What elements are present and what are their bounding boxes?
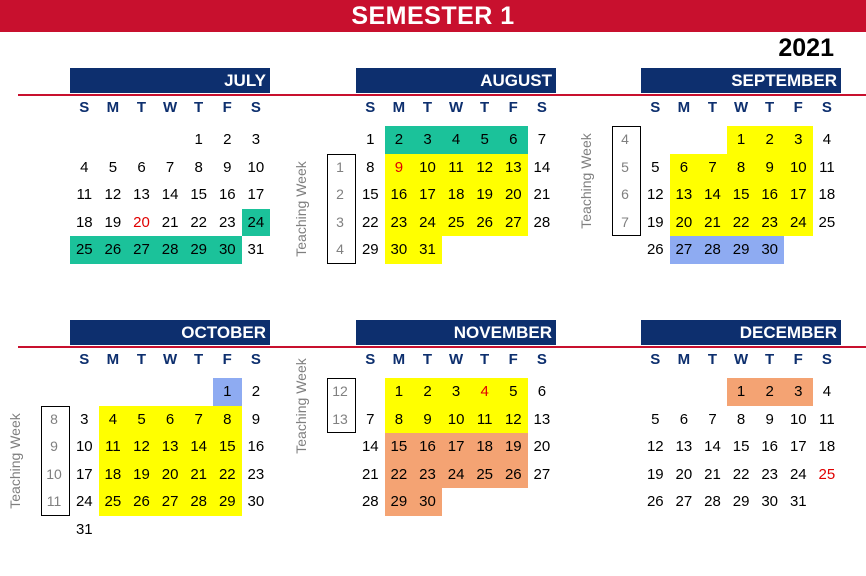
weekday-letter: S [536, 99, 547, 116]
calendar-day[interactable]: 26 [99, 236, 128, 264]
month-july [70, 68, 270, 264]
calendar-day[interactable]: 6 [499, 126, 528, 154]
calendar-day[interactable]: 20 [670, 209, 699, 237]
calendar-day[interactable]: 13 [499, 154, 528, 182]
teaching-week-label: Teaching Week [578, 133, 594, 229]
weekday-letter: T [480, 351, 490, 368]
weekday-letter: T [194, 351, 204, 368]
teaching-week-number: 9 [50, 438, 58, 454]
calendar-day[interactable]: 12 [104, 186, 122, 203]
calendar-day[interactable]: 7 [708, 410, 717, 428]
calendar-day[interactable]: 30 [755, 236, 784, 264]
calendar-day[interactable]: 2 [413, 378, 442, 406]
weekday-letter: S [79, 351, 90, 368]
calendar-day[interactable]: 16 [413, 433, 442, 461]
weekday-letter: M [392, 99, 406, 116]
month-august [293, 68, 556, 264]
teaching-week-number: 2 [336, 186, 344, 202]
calendar-day[interactable]: 9 [413, 406, 442, 434]
calendar-day[interactable]: 18 [75, 213, 93, 231]
calendar-day[interactable]: 11 [99, 433, 128, 461]
calendar-day[interactable]: 5 [127, 406, 156, 434]
calendar-day[interactable]: 4 [80, 158, 89, 176]
calendar-day[interactable]: 3 [784, 378, 813, 406]
calendar-day[interactable]: 26 [470, 209, 499, 237]
calendar-day[interactable]: 23 [755, 209, 784, 237]
calendar-day[interactable]: 1 [366, 131, 375, 148]
calendar-day[interactable]: 9 [385, 154, 414, 182]
calendar-day[interactable]: 3 [251, 131, 261, 148]
calendar-day[interactable]: 24 [75, 493, 93, 510]
month-september [578, 68, 841, 264]
calendar-day[interactable]: 25 [818, 465, 836, 483]
calendar-day[interactable]: 24 [413, 209, 442, 237]
weekday-letter: T [707, 99, 718, 116]
calendar-day[interactable]: 13 [156, 433, 185, 461]
month-header: DECEMBER [641, 320, 841, 345]
calendar-day[interactable]: 3 [80, 410, 89, 428]
calendar-day[interactable]: 3 [442, 378, 471, 406]
calendar-day[interactable]: 19 [646, 465, 664, 483]
calendar-day[interactable]: 4 [99, 406, 128, 434]
weekday-letter: T [707, 351, 718, 368]
calendar-day[interactable]: 6 [137, 158, 146, 176]
weekday-letter: S [821, 351, 832, 368]
calendar-day[interactable]: 8 [194, 158, 203, 176]
weekday-letter: S [250, 351, 261, 368]
calendar-day[interactable]: 24 [442, 461, 471, 489]
weekday-letter: M [392, 351, 406, 368]
calendar-day[interactable]: 15 [385, 433, 414, 461]
calendar-day[interactable]: 24 [784, 209, 813, 237]
teaching-week-label: Teaching Week [293, 160, 309, 257]
weekday-letter: S [365, 351, 376, 368]
calendar-day[interactable]: 28 [361, 493, 379, 510]
calendar-day[interactable]: 21 [161, 213, 179, 231]
teaching-week-number: 7 [621, 213, 629, 230]
calendar-day[interactable]: 4 [470, 378, 499, 406]
calendar-day[interactable]: 15 [190, 186, 208, 203]
calendar-day[interactable]: 23 [761, 465, 779, 483]
year-label: 2021 [778, 34, 834, 62]
calendar-day[interactable]: 21 [698, 209, 727, 237]
calendar-day[interactable]: 3 [413, 126, 442, 154]
calendar-day[interactable]: 1 [194, 131, 203, 148]
month-header: JULY [70, 68, 270, 93]
calendar-day[interactable]: 31 [789, 493, 807, 510]
calendar-day[interactable]: 5 [108, 158, 118, 176]
calendar-day[interactable]: 21 [361, 465, 379, 483]
teaching-week-number: 1 [336, 158, 344, 175]
weekday-letter: W [162, 351, 178, 368]
calendar-day[interactable]: 29 [385, 488, 414, 516]
teaching-week-number: 3 [336, 213, 344, 230]
calendar-day[interactable]: 12 [646, 438, 664, 455]
month-header: NOVEMBER [356, 320, 556, 345]
calendar-day[interactable]: 1 [727, 378, 756, 406]
calendar-day[interactable]: 31 [247, 241, 265, 258]
calendar-day[interactable]: 5 [651, 410, 660, 428]
calendar-day[interactable]: 11 [470, 406, 499, 434]
calendar-day[interactable]: 14 [698, 181, 727, 209]
calendar-day[interactable]: 20 [133, 213, 150, 231]
calendar-day[interactable]: 10 [442, 406, 471, 434]
calendar-day[interactable]: 30 [385, 236, 414, 264]
calendar-day[interactable]: 9 [251, 410, 261, 428]
month-header: SEPTEMBER [641, 68, 841, 93]
calendar-day[interactable]: 10 [789, 410, 807, 428]
calendar-day[interactable]: 5 [651, 158, 660, 176]
calendar-day[interactable]: 18 [470, 433, 499, 461]
weekday-letter: F [793, 99, 803, 116]
calendar-day[interactable]: 28 [533, 213, 551, 231]
calendar-day[interactable]: 6 [537, 383, 547, 400]
calendar-day[interactable]: 15 [361, 186, 379, 203]
semester-title: SEMESTER 1 [0, 0, 866, 32]
teaching-week-number: 5 [621, 158, 629, 175]
calendar-day[interactable]: 14 [161, 186, 179, 203]
calendar-day[interactable]: 18 [99, 461, 128, 489]
calendar-day[interactable]: 20 [156, 461, 185, 489]
teaching-week-number: 4 [621, 131, 629, 147]
calendar-day[interactable]: 25 [818, 213, 836, 231]
calendar-day[interactable]: 11 [819, 158, 835, 176]
calendar-day[interactable]: 25 [470, 461, 499, 489]
calendar-day[interactable]: 18 [818, 438, 836, 455]
calendar-day[interactable]: 19 [470, 181, 499, 209]
calendar-day[interactable]: 13 [533, 410, 551, 428]
calendar-day[interactable]: 27 [670, 236, 699, 264]
calendar-day[interactable]: 8 [385, 406, 414, 434]
calendar-day[interactable]: 12 [499, 406, 528, 434]
calendar-day[interactable]: 12 [127, 433, 156, 461]
calendar-day[interactable]: 11 [76, 186, 93, 203]
calendar-day[interactable]: 25 [70, 236, 99, 264]
month-december [641, 320, 841, 516]
calendar-day[interactable]: 19 [646, 213, 664, 231]
weekday-letter: T [422, 351, 433, 368]
calendar-day[interactable]: 23 [247, 465, 265, 483]
calendar-day[interactable]: 22 [385, 461, 414, 489]
calendar-day[interactable]: 6 [156, 406, 185, 434]
teaching-week-number: 10 [46, 465, 62, 482]
month-header: OCTOBER [70, 320, 270, 345]
weekday-letter: T [765, 351, 775, 368]
calendar-day[interactable]: 17 [413, 181, 442, 209]
calendar-day[interactable]: 7 [698, 154, 727, 182]
calendar-day[interactable]: 3 [784, 126, 813, 154]
weekday-letter: S [821, 99, 832, 116]
calendar-day[interactable]: 27 [675, 493, 693, 510]
calendar-day[interactable]: 7 [165, 158, 175, 176]
weekday-letter: T [765, 99, 775, 116]
calendar-day[interactable]: 2 [755, 126, 784, 154]
calendar-day[interactable]: 29 [213, 488, 242, 516]
calendar-day[interactable]: 14 [704, 438, 721, 455]
calendar-day[interactable]: 19 [104, 213, 122, 231]
weekday-letter: F [508, 351, 518, 368]
calendar-day[interactable]: 1 [213, 378, 242, 406]
weekday-letter: M [677, 351, 691, 368]
calendar-day[interactable]: 28 [704, 493, 721, 510]
calendar-day[interactable]: 4 [822, 383, 832, 400]
teaching-week-number: 13 [332, 410, 348, 427]
calendar-day[interactable]: 15 [213, 433, 242, 461]
calendar-day[interactable]: 18 [442, 181, 471, 209]
calendar-day[interactable]: 20 [499, 181, 528, 209]
calendar-day[interactable]: 29 [184, 236, 213, 264]
calendar-day[interactable]: 21 [704, 465, 721, 483]
calendar-day[interactable]: 28 [698, 236, 727, 264]
calendar-day[interactable]: 30 [247, 493, 265, 510]
calendar-day[interactable]: 21 [184, 461, 213, 489]
calendar-day[interactable]: 15 [732, 438, 750, 455]
calendar-day[interactable]: 26 [499, 461, 528, 489]
weekday-letter: W [448, 351, 464, 368]
weekday-letter: T [136, 99, 147, 116]
calendar-day[interactable]: 10 [247, 158, 265, 176]
calendar-day[interactable]: 24 [242, 209, 271, 237]
month-october [7, 320, 270, 543]
calendar-day[interactable]: 28 [156, 236, 185, 264]
calendar-day[interactable]: 29 [732, 493, 750, 510]
calendar-day[interactable]: 23 [385, 209, 414, 237]
calendar-day[interactable]: 1 [727, 126, 756, 154]
calendar-day[interactable]: 9 [765, 410, 774, 428]
calendar-day[interactable]: 2 [755, 378, 784, 406]
weekday-letter: S [79, 99, 90, 116]
calendar-day[interactable]: 31 [413, 236, 442, 264]
calendar-day[interactable]: 14 [361, 438, 379, 455]
calendar-day[interactable]: 26 [127, 488, 156, 516]
calendar-day[interactable]: 16 [247, 438, 265, 455]
calendar-day[interactable]: 4 [822, 131, 832, 148]
calendar-day[interactable]: 27 [127, 236, 156, 264]
calendar-day[interactable]: 11 [442, 154, 471, 182]
calendar-day[interactable]: 27 [533, 465, 551, 483]
calendar-day[interactable]: 8 [366, 158, 375, 176]
weekday-letter: W [733, 99, 749, 116]
calendar-day[interactable]: 19 [499, 433, 528, 461]
calendar-day[interactable]: 17 [75, 465, 93, 483]
calendar-day[interactable]: 11 [819, 410, 835, 428]
weekday-letter: F [222, 99, 232, 116]
weekday-letter: M [677, 99, 691, 116]
weekday-letter: F [793, 351, 803, 368]
calendar-day[interactable]: 20 [533, 438, 551, 455]
calendar-day[interactable]: 16 [385, 181, 414, 209]
weekday-letter: W [162, 99, 178, 116]
calendar-day[interactable]: 27 [156, 488, 185, 516]
calendar-day[interactable]: 7 [537, 131, 547, 148]
calendar-day[interactable]: 16 [218, 186, 236, 203]
calendar-day[interactable]: 15 [727, 181, 756, 209]
calendar-day[interactable]: 14 [533, 158, 551, 176]
calendar-day[interactable]: 24 [789, 465, 807, 483]
calendar-day[interactable]: 13 [675, 438, 693, 455]
calendar-day[interactable]: 21 [533, 186, 551, 203]
weekday-letter: S [650, 351, 661, 368]
calendar-day[interactable]: 16 [755, 181, 784, 209]
calendar-day[interactable]: 7 [366, 410, 375, 428]
calendar-day[interactable]: 2 [223, 131, 232, 148]
weekday-letter: T [136, 351, 147, 368]
calendar-day[interactable]: 2 [251, 383, 261, 400]
weekday-letter: S [365, 99, 376, 116]
calendar-day[interactable]: 22 [213, 461, 242, 489]
calendar-day[interactable]: 30 [761, 493, 779, 510]
calendar-day[interactable]: 16 [761, 438, 779, 455]
calendar-day[interactable]: 8 [213, 406, 242, 434]
calendar-day[interactable]: 17 [784, 181, 813, 209]
weekday-letter: S [536, 351, 547, 368]
weekday-letter: W [448, 99, 464, 116]
calendar-day[interactable]: 7 [184, 406, 213, 434]
calendar-day[interactable]: 17 [247, 186, 265, 203]
teaching-week-number: 11 [46, 493, 62, 509]
weekday-letter: T [194, 99, 204, 116]
teaching-week-number: 4 [336, 241, 344, 257]
calendar-day[interactable]: 22 [361, 213, 379, 231]
calendar-day[interactable]: 22 [732, 465, 750, 483]
calendar-day[interactable]: 23 [218, 213, 236, 231]
weekday-letter: W [733, 351, 749, 368]
weekday-letter: M [106, 351, 120, 368]
calendar-day[interactable]: 26 [646, 493, 664, 510]
calendar-day[interactable]: 13 [133, 186, 150, 203]
weekday-letter: T [422, 99, 433, 116]
calendar-day[interactable]: 17 [789, 438, 807, 455]
calendar-day[interactable]: 2 [385, 126, 414, 154]
calendar-day[interactable]: 8 [736, 410, 746, 428]
weekday-letter: F [222, 351, 232, 368]
calendar-day[interactable]: 10 [784, 154, 813, 182]
teaching-week-number: 8 [50, 410, 58, 427]
calendar-day[interactable]: 13 [670, 181, 699, 209]
calendar-day[interactable]: 25 [442, 209, 471, 237]
calendar-day[interactable]: 19 [127, 461, 156, 489]
calendar-day[interactable]: 8 [727, 154, 756, 182]
calendar-day[interactable]: 29 [361, 241, 379, 258]
calendar-day[interactable]: 26 [646, 241, 664, 258]
calendar-day[interactable]: 17 [442, 433, 471, 461]
month-header: AUGUST [356, 68, 556, 93]
calendar-day[interactable]: 27 [499, 209, 528, 237]
calendar-day[interactable]: 30 [213, 236, 242, 264]
calendar-day[interactable]: 30 [413, 488, 442, 516]
calendar-day[interactable]: 18 [818, 186, 836, 203]
calendar-day[interactable]: 6 [679, 410, 689, 428]
weekday-letter: F [508, 99, 518, 116]
calendar-day[interactable]: 9 [223, 158, 232, 176]
calendar-day[interactable]: 20 [675, 465, 693, 483]
weekday-letter: T [480, 99, 490, 116]
calendar-day[interactable]: 25 [99, 488, 128, 516]
teaching-week-number: 12 [332, 383, 348, 399]
weekday-letter: S [650, 99, 661, 116]
weekday-letter: S [250, 99, 261, 116]
calendar-day[interactable]: 10 [413, 154, 442, 182]
calendar-day[interactable]: 23 [413, 461, 442, 489]
calendar-day[interactable]: 5 [499, 378, 528, 406]
calendar-day[interactable]: 28 [184, 488, 213, 516]
calendar-day[interactable]: 9 [755, 154, 784, 182]
calendar-day[interactable]: 22 [190, 213, 208, 231]
calendar-day[interactable]: 10 [75, 438, 93, 455]
calendar-day[interactable]: 29 [727, 236, 756, 264]
calendar-day[interactable]: 1 [385, 378, 414, 406]
weekday-letter: M [106, 99, 120, 116]
calendar-day[interactable]: 31 [75, 520, 93, 538]
month-november [293, 320, 556, 516]
calendar-day[interactable]: 4 [442, 126, 471, 154]
teaching-week-label: Teaching Week [7, 412, 23, 509]
teaching-week-number: 6 [621, 186, 629, 202]
calendar-day[interactable]: 22 [727, 209, 756, 237]
calendar-day[interactable]: 5 [470, 126, 499, 154]
calendar-day[interactable]: 12 [646, 186, 664, 203]
calendar-day[interactable]: 14 [184, 433, 213, 461]
teaching-week-label: Teaching Week [293, 357, 309, 454]
calendar-day[interactable]: 12 [470, 154, 499, 182]
calendar-day[interactable]: 6 [670, 154, 699, 182]
